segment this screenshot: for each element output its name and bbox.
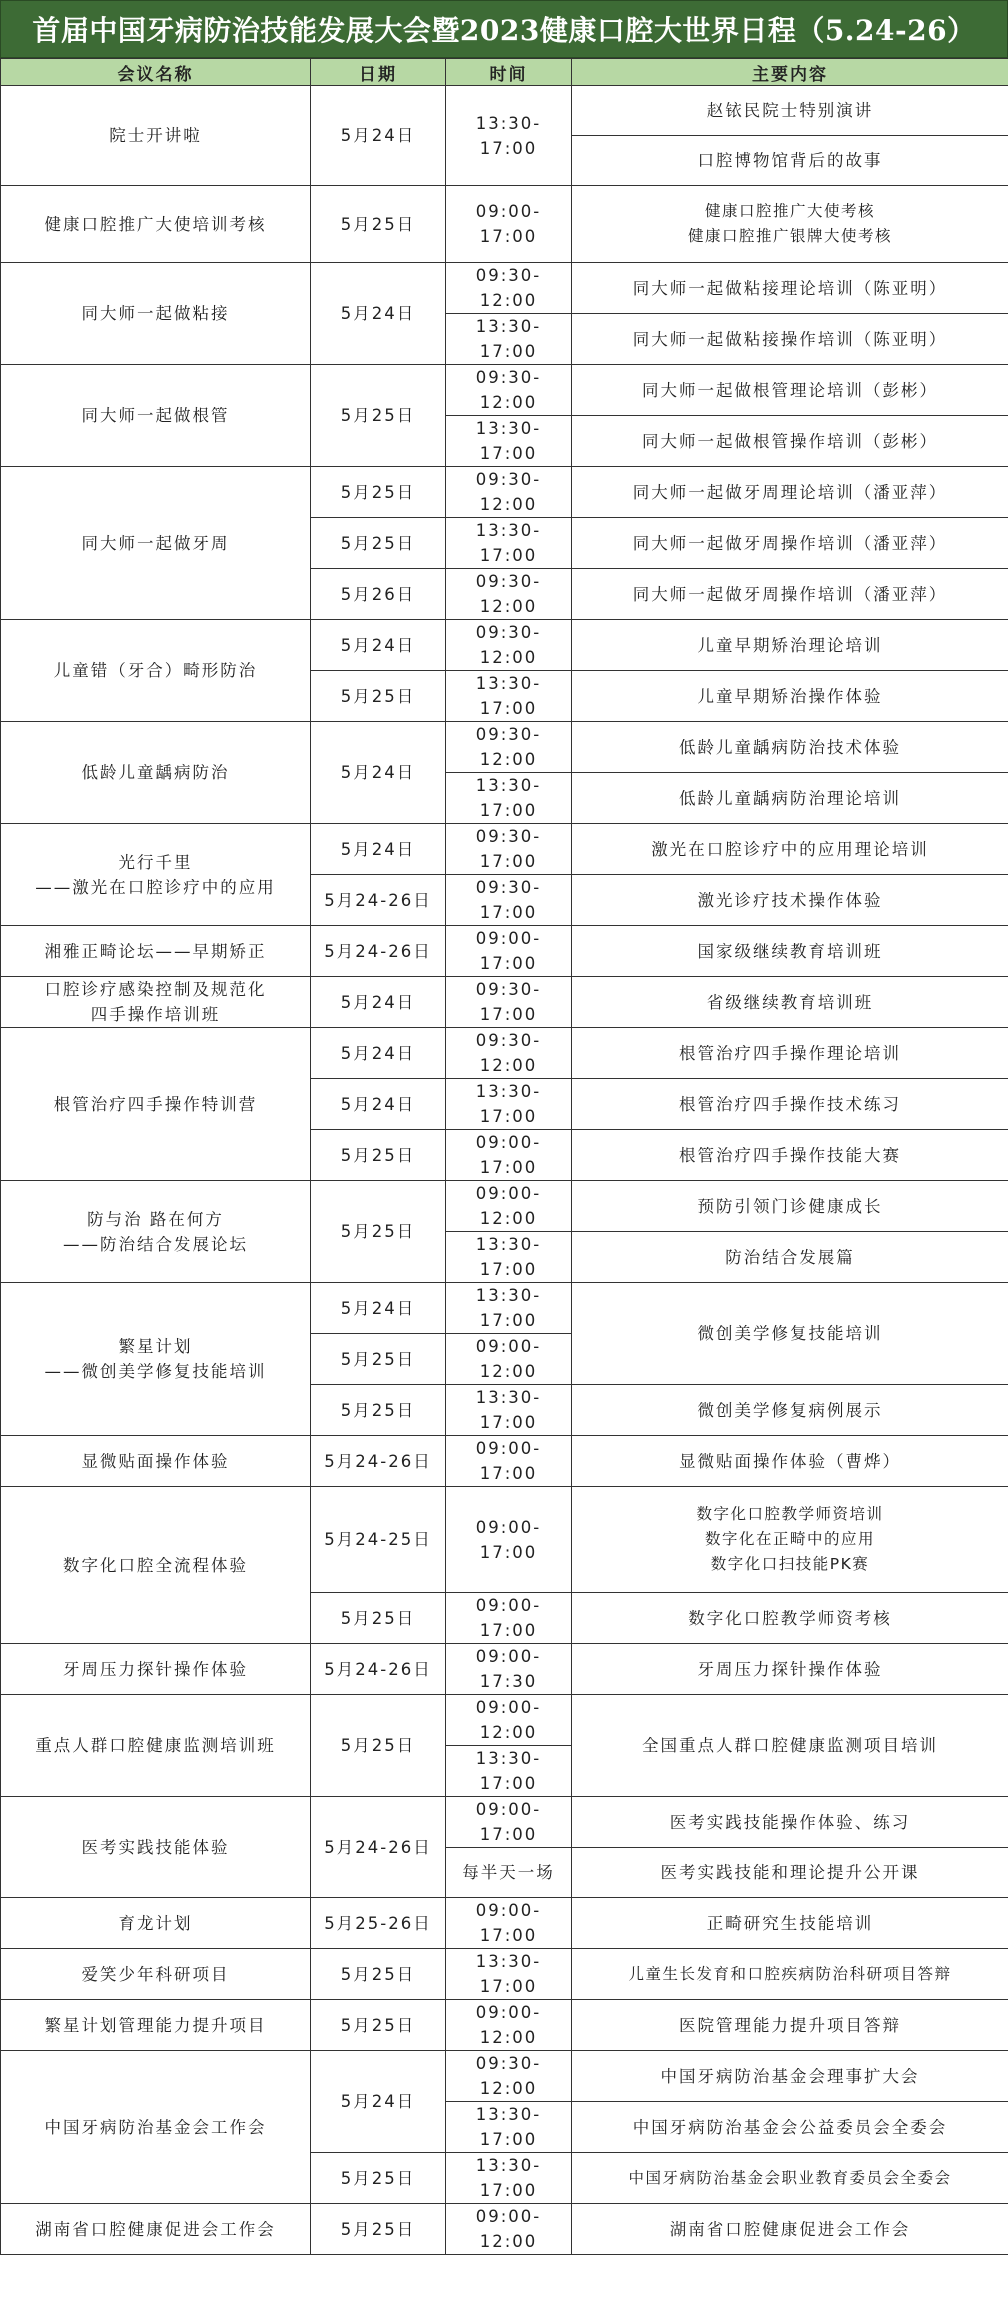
time-cell: 09:00-17:00 <box>446 1593 572 1644</box>
content-cell: 同大师一起做牙周操作培训（潘亚萍） <box>572 518 1008 569</box>
table-row <box>1 467 1008 518</box>
header-meeting-name: 会议名称 <box>1 59 311 86</box>
table-row <box>1 1487 1008 1593</box>
date-cell: 5月25-26日 <box>311 1898 446 1949</box>
date-cell: 5月24日 <box>311 1028 446 1079</box>
content-cell: 牙周压力探针操作体验 <box>572 1644 1008 1695</box>
content-cell: 同大师一起做粘接理论培训（陈亚明） <box>572 263 1008 314</box>
time-cell: 09:00-12:00 <box>446 1181 572 1232</box>
time-cell: 09:00-17:00 <box>446 1797 572 1848</box>
meeting-name-cell: 繁星计划 ——微创美学修复技能培训 <box>1 1283 311 1436</box>
meeting-name-cell: 湖南省口腔健康促进会工作会 <box>1 2204 311 2255</box>
header-row <box>1 59 1008 86</box>
content-cell: 口腔博物馆背后的故事 <box>572 136 1008 186</box>
content-cell: 湖南省口腔健康促进会工作会 <box>572 2204 1008 2255</box>
table-row <box>1 1797 1008 1848</box>
meeting-name-cell: 防与治 路在何方 ——防治结合发展论坛 <box>1 1181 311 1283</box>
meeting-name-cell: 儿童错（牙合）畸形防治 <box>1 620 311 722</box>
table-row <box>1 722 1008 773</box>
time-cell: 09:00-17:30 <box>446 1644 572 1695</box>
date-cell: 5月25日 <box>311 2000 446 2051</box>
time-cell: 13:30-17:00 <box>446 671 572 722</box>
content-cell: 根管治疗四手操作理论培训 <box>572 1028 1008 1079</box>
table-row <box>1 186 1008 263</box>
content-cell: 低龄儿童龋病防治技术体验 <box>572 722 1008 773</box>
content-cell: 预防引领门诊健康成长 <box>572 1181 1008 1232</box>
table-row <box>1 1181 1008 1232</box>
time-cell: 13:30-17:00 <box>446 1949 572 2000</box>
table-row <box>1 620 1008 671</box>
time-cell: 09:00-17:00 <box>446 1130 572 1181</box>
date-cell: 5月24日 <box>311 1283 446 1334</box>
content-cell: 同大师一起做根管操作培训（彭彬） <box>572 416 1008 467</box>
content-cell: 数字化口腔教学师资培训 数字化在正畸中的应用 数字化口扫技能PK赛 <box>572 1487 1008 1593</box>
meeting-name-cell: 同大师一起做粘接 <box>1 263 311 365</box>
date-cell: 5月24-26日 <box>311 1436 446 1487</box>
meeting-name-cell: 医考实践技能体验 <box>1 1797 311 1898</box>
content-cell: 防治结合发展篇 <box>572 1232 1008 1283</box>
time-cell: 09:00-17:00 <box>446 1436 572 1487</box>
meeting-name-cell: 爱笑少年科研项目 <box>1 1949 311 2000</box>
time-cell: 09:00-12:00 <box>446 2000 572 2051</box>
date-cell: 5月25日 <box>311 1695 446 1797</box>
content-cell: 省级继续教育培训班 <box>572 977 1008 1028</box>
date-cell: 5月24-26日 <box>311 1797 446 1898</box>
header-time: 时间 <box>446 59 572 86</box>
content-cell: 儿童早期矫治理论培训 <box>572 620 1008 671</box>
meeting-name-cell: 育龙计划 <box>1 1898 311 1949</box>
date-cell: 5月24日 <box>311 620 446 671</box>
content-cell: 微创美学修复病例展示 <box>572 1385 1008 1436</box>
date-cell: 5月24-26日 <box>311 875 446 926</box>
schedule-table <box>0 58 1008 2255</box>
meeting-name-cell: 同大师一起做牙周 <box>1 467 311 620</box>
time-cell: 09:30-17:00 <box>446 875 572 926</box>
header-content: 主要内容 <box>572 59 1008 86</box>
table-row <box>1 1949 1008 2000</box>
table-row <box>1 1283 1008 1334</box>
date-cell: 5月25日 <box>311 2153 446 2204</box>
date-cell: 5月24-26日 <box>311 926 446 977</box>
time-cell: 09:30-12:00 <box>446 1028 572 1079</box>
page-title: 首届中国牙病防治技能发展大会暨2023健康口腔大世界日程（5.24-26） <box>0 0 1008 58</box>
time-cell: 13:30-17:00 <box>446 773 572 824</box>
content-cell: 儿童生长发育和口腔疾病防治科研项目答辩 <box>572 1949 1008 2000</box>
date-cell: 5月25日 <box>311 1181 446 1283</box>
date-cell: 5月25日 <box>311 671 446 722</box>
date-cell: 5月25日 <box>311 1593 446 1644</box>
date-cell: 5月25日 <box>311 2204 446 2255</box>
time-cell: 09:30-17:00 <box>446 824 572 875</box>
content-cell: 同大师一起做粘接操作培训（陈亚明） <box>572 314 1008 365</box>
time-cell: 09:00-17:00 <box>446 1898 572 1949</box>
table-row <box>1 926 1008 977</box>
table-row <box>1 1898 1008 1949</box>
time-cell: 13:30-17:00 <box>446 416 572 467</box>
time-cell: 09:30-12:00 <box>446 722 572 773</box>
content-cell: 微创美学修复技能培训 <box>572 1283 1008 1385</box>
content-cell: 正畸研究生技能培训 <box>572 1898 1008 1949</box>
date-cell: 5月24日 <box>311 722 446 824</box>
time-cell: 09:00-17:00 <box>446 1487 572 1593</box>
date-cell: 5月24日 <box>311 2051 446 2153</box>
time-cell: 09:30-12:00 <box>446 2051 572 2102</box>
table-row <box>1 1028 1008 1079</box>
time-cell: 13:30-17:00 <box>446 518 572 569</box>
time-cell: 09:00-12:00 <box>446 1695 572 1746</box>
time-cell: 09:00-17:00 <box>446 926 572 977</box>
content-cell: 根管治疗四手操作技术练习 <box>572 1079 1008 1130</box>
table-row <box>1 263 1008 314</box>
date-cell: 5月25日 <box>311 365 446 467</box>
content-cell: 全国重点人群口腔健康监测项目培训 <box>572 1695 1008 1797</box>
date-cell: 5月25日 <box>311 186 446 263</box>
meeting-name-cell: 湘雅正畸论坛——早期矫正 <box>1 926 311 977</box>
content-cell: 健康口腔推广大使考核 健康口腔推广银牌大使考核 <box>572 186 1008 263</box>
table-row <box>1 1695 1008 1746</box>
table-row <box>1 1644 1008 1695</box>
time-cell: 09:00-12:00 <box>446 1334 572 1385</box>
time-cell: 09:30-12:00 <box>446 467 572 518</box>
meeting-name-cell: 繁星计划管理能力提升项目 <box>1 2000 311 2051</box>
date-cell: 5月25日 <box>311 1949 446 2000</box>
time-cell: 13:30-17:00 <box>446 1079 572 1130</box>
time-cell: 09:30-12:00 <box>446 620 572 671</box>
date-cell: 5月24日 <box>311 86 446 186</box>
time-cell: 09:00-12:00 <box>446 2204 572 2255</box>
header-date: 日期 <box>311 59 446 86</box>
date-cell: 5月24日 <box>311 824 446 875</box>
meeting-name-cell: 显微贴面操作体验 <box>1 1436 311 1487</box>
meeting-name-cell: 口腔诊疗感染控制及规范化 四手操作培训班 <box>1 977 311 1028</box>
meeting-name-cell: 重点人群口腔健康监测培训班 <box>1 1695 311 1797</box>
date-cell: 5月24日 <box>311 977 446 1028</box>
table-row <box>1 86 1008 136</box>
time-cell: 13:30-17:00 <box>446 1232 572 1283</box>
date-cell: 5月25日 <box>311 518 446 569</box>
date-cell: 5月24日 <box>311 1079 446 1130</box>
content-cell: 同大师一起做牙周操作培训（潘亚萍） <box>572 569 1008 620</box>
table-row <box>1 2204 1008 2255</box>
content-cell: 中国牙病防治基金会公益委员会全委会 <box>572 2102 1008 2153</box>
date-cell: 5月26日 <box>311 569 446 620</box>
table-row <box>1 1436 1008 1487</box>
table-row <box>1 365 1008 416</box>
table-row <box>1 977 1008 1028</box>
date-cell: 5月25日 <box>311 1130 446 1181</box>
meeting-name-cell: 同大师一起做根管 <box>1 365 311 467</box>
time-cell: 13:30-17:00 <box>446 1283 572 1334</box>
meeting-name-cell: 院士开讲啦 <box>1 86 311 186</box>
meeting-name-cell: 健康口腔推广大使培训考核 <box>1 186 311 263</box>
meeting-name-cell: 数字化口腔全流程体验 <box>1 1487 311 1644</box>
content-cell: 根管治疗四手操作技能大赛 <box>572 1130 1008 1181</box>
time-cell: 13:30-17:00 <box>446 2102 572 2153</box>
content-cell: 低龄儿童龋病防治理论培训 <box>572 773 1008 824</box>
time-cell: 09:00-17:00 <box>446 186 572 263</box>
time-cell: 13:30-17:00 <box>446 86 572 186</box>
meeting-name-cell: 根管治疗四手操作特训营 <box>1 1028 311 1181</box>
meeting-name-cell: 低龄儿童龋病防治 <box>1 722 311 824</box>
time-cell: 13:30-17:00 <box>446 1385 572 1436</box>
meeting-name-cell: 光行千里 ——激光在口腔诊疗中的应用 <box>1 824 311 926</box>
content-cell: 同大师一起做牙周理论培训（潘亚萍） <box>572 467 1008 518</box>
time-cell: 13:30-17:00 <box>446 314 572 365</box>
content-cell: 医考实践技能操作体验、练习 <box>572 1797 1008 1848</box>
meeting-name-cell: 牙周压力探针操作体验 <box>1 1644 311 1695</box>
date-cell: 5月25日 <box>311 1385 446 1436</box>
time-cell: 09:30-12:00 <box>446 263 572 314</box>
content-cell: 数字化口腔教学师资考核 <box>572 1593 1008 1644</box>
date-cell: 5月25日 <box>311 467 446 518</box>
date-cell: 5月24-25日 <box>311 1487 446 1593</box>
content-cell: 中国牙病防治基金会职业教育委员会全委会 <box>572 2153 1008 2204</box>
date-cell: 5月24-26日 <box>311 1644 446 1695</box>
time-cell: 每半天一场 <box>446 1848 572 1898</box>
time-cell: 09:30-12:00 <box>446 365 572 416</box>
content-cell: 儿童早期矫治操作体验 <box>572 671 1008 722</box>
time-cell: 13:30-17:00 <box>446 2153 572 2204</box>
content-cell: 激光诊疗技术操作体验 <box>572 875 1008 926</box>
table-row <box>1 2000 1008 2051</box>
content-cell: 赵铱民院士特别演讲 <box>572 86 1008 136</box>
content-cell: 显微贴面操作体验（曹烨） <box>572 1436 1008 1487</box>
date-cell: 5月24日 <box>311 263 446 365</box>
meeting-name-cell: 中国牙病防治基金会工作会 <box>1 2051 311 2204</box>
time-cell: 13:30-17:00 <box>446 1746 572 1797</box>
content-cell: 激光在口腔诊疗中的应用理论培训 <box>572 824 1008 875</box>
content-cell: 中国牙病防治基金会理事扩大会 <box>572 2051 1008 2102</box>
time-cell: 09:30-12:00 <box>446 569 572 620</box>
content-cell: 同大师一起做根管理论培训（彭彬） <box>572 365 1008 416</box>
date-cell: 5月25日 <box>311 1334 446 1385</box>
content-cell: 医院管理能力提升项目答辩 <box>572 2000 1008 2051</box>
content-cell: 医考实践技能和理论提升公开课 <box>572 1848 1008 1898</box>
table-row <box>1 2051 1008 2102</box>
time-cell: 09:30-17:00 <box>446 977 572 1028</box>
content-cell: 国家级继续教育培训班 <box>572 926 1008 977</box>
table-row <box>1 824 1008 875</box>
